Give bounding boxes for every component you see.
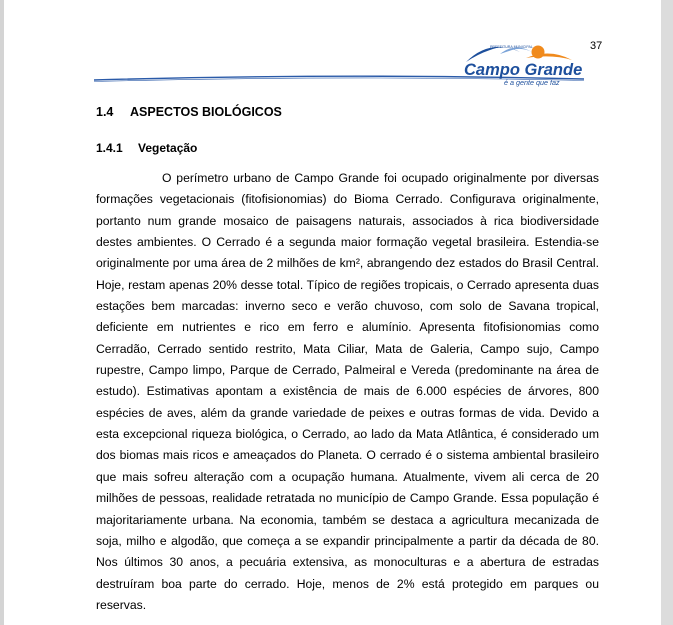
section-title: ASPECTOS BIOLÓGICOS [130, 105, 282, 119]
subsection-heading [96, 141, 197, 155]
page-number: 37 [590, 40, 603, 52]
subsection-number: 1.4.1 [96, 141, 123, 155]
logo-slogan: é a gente que faz [504, 78, 560, 87]
body-paragraph: O perímetro urbano de Campo Grande foi ocupado originalmente por diversas formações vegetacionais (fitofisionomias) do Bioma Cerrado. Configurava originalmente, portanto num grande mosaico de paisagens naturais, associados à rica biodiversidade destes ambientes. O Cerrado é a segunda maior formação vegetal brasileira. Estendia-se originalmente por uma área de 2 milhões de km², abrangendo dez estados do Brasil Central. Hoje, restam apenas 20% desse total. Típico de regiões tropicais, o Cerrado apresenta duas estações bem marcadas: inverno seco e verão chuvoso, com solo de Savana tropical, deficiente em nutrientes e rico em ferro e alumínio. Apresenta fitofisionomias como Cerradão, Cerrado sentido restrito, Mata Ciliar, Mata de Galeria, Campo sujo, Campo rupestre, Campo limpo, Parque de Cerrado, Palmeiral e Vereda (predominante na área de estudo). Estimativas apontam a existência de mais de 6.000 espécies de árvores, 800 espécies de aves, além da grande variedade de peixes e outras formas de vida. Devido a esta excepcional riqueza biológica, o Cerrado, ao lado da Mata Atlântica, é considerado um dos biomas mais ricos e ameaçados do Planeta. O cerrado é o sistema ambiental brasileiro que mais sofreu alteração com a ocupação humana. Atualmente, vivem ali cerca de 20 milhões de pessoas, realidade retratada no município de Campo Grande. Essa população é majoritariamente urbana. Na economia, também se destaca a agricultura mecanizada de soja, milho e algodão, que começa a se expandir principalmente a partir da década de 80. Nos últimos 30 anos, a pecuária extensiva, as monoculturas e a abertura de estradas destruíram boa parte do cerrado. Hoje, menos de 2% está protegido em parques ou reservas. [96, 171, 599, 612]
logo-city-name: Campo Grande [464, 61, 583, 79]
section-heading [96, 105, 282, 119]
subsection-title: Vegetação [138, 141, 198, 155]
campo-grande-logo [460, 34, 590, 92]
logo-prefecture-text: PREFEITURA MUNICIPAL [490, 45, 533, 49]
logo-emblem [460, 34, 590, 92]
section-number: 1.4 [96, 105, 114, 119]
document-page [4, 0, 661, 625]
viewer-right-edge [661, 0, 673, 625]
